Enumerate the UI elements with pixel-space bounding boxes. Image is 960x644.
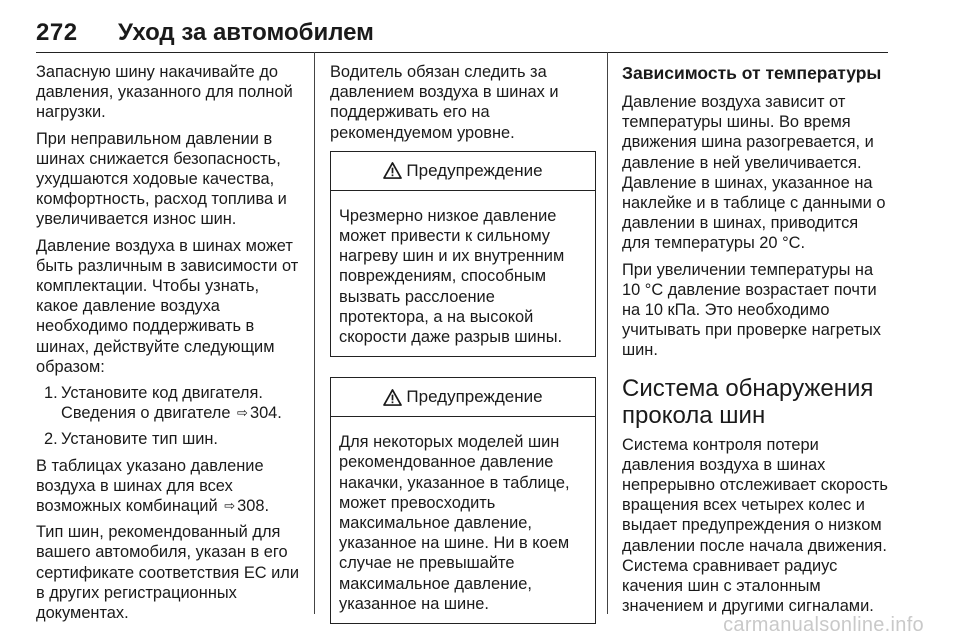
warning-body: Для некоторых моделей шин рекомендованное давление накачки, указанное в таблице, может превосходить максимальное давление, указанное на шине. Ни в коем случае не превышайте максимальное давление, указанное на шине. [339, 433, 570, 613]
paragraph: Тип шин, рекомендованный для вашего автомобиля, указан в его сертификате соответствия ЕС или в других регистрационных документах. [36, 523, 300, 623]
paragraph: Запасную шину накачивайте до давления, указанного для полной нагрузки. [36, 63, 293, 122]
step-list [36, 383, 300, 450]
chapter-title: Уход за автомобилем [118, 19, 374, 46]
step-text: Установите тип шин. [61, 430, 218, 449]
warning-title: Предупреждение [406, 160, 543, 180]
reference-arrow-icon: ⇨ [224, 498, 236, 514]
step-item [36, 383, 300, 423]
column-left [36, 62, 300, 629]
page-reference-link[interactable]: 308. [237, 497, 270, 516]
paragraph: При неправильном давлении в шинах снижается безопасность, ухудшаются ходовые качества, комфортность, расход топлива и увеличивается износ шин. [36, 129, 287, 229]
warning-header [331, 152, 595, 191]
column-divider [607, 52, 608, 614]
watermark: carmanualsonline.info [723, 614, 924, 636]
step-number: 2. [44, 430, 58, 449]
column-divider [314, 52, 315, 614]
paragraph-text: В таблицах указано давление воздуха в шинах для всех возможных комбинаций [36, 456, 264, 516]
warning-triangle-icon [383, 162, 402, 179]
warning-box [330, 151, 596, 357]
column-middle [330, 62, 596, 644]
reference-arrow-icon: ⇨ [237, 405, 248, 421]
section-subheading: Зависимость от температуры [622, 63, 882, 83]
paragraph: Давление воздуха зависит от температуры шины. Во время движения шина разогревается, и давление в ней увеличивается. Давление в шинах, указанное на наклейке и в таблице с данными о давлении в шинах, приводится для температуры 20 °C. [622, 93, 886, 253]
step-text: Установите код двигателя. Сведения о двигателе [61, 384, 263, 423]
warning-header [331, 378, 595, 417]
paragraph [36, 456, 300, 517]
paragraph: Система контроля потери давления воздуха в шинах непрерывно отслеживает скорость вращения всех четырех колес и выдает предупреждения о низком давлении после начала движения. Система сравнивает радиус качения шин с эталонным значением и другими сигналами. [622, 435, 888, 616]
page-header [36, 18, 888, 53]
paragraph: При увеличении температуры на 10 °C давление возрастает почти на 10 кПа. Это необходимо учитывать при проверке нагретых шин. [622, 260, 881, 360]
page-number: 272 [36, 19, 78, 46]
warning-box [330, 377, 596, 624]
paragraph: Водитель обязан следить за давлением воздуха в шинах и поддерживать его на рекомендуемом уровне. [330, 63, 559, 142]
page-reference-link[interactable]: 304. [249, 404, 282, 423]
step-number: 1. [44, 384, 58, 403]
section-heading: Система обнаружения прокола шин [622, 374, 874, 429]
warning-title: Предупреждение [406, 387, 543, 407]
step-item [36, 429, 300, 449]
column-right [622, 62, 888, 622]
paragraph: Давление воздуха в шинах может быть различным в зависимости от комплектации. Чтобы узнать, какое давление воздуха необходимо поддерживать в шинах, действуйте следующим образом: [36, 236, 299, 376]
warning-body: Чрезмерно низкое давление может привести к сильному нагреву шин и их внутренним повреждениям, способным вызвать расслоение протектора, а на высокой скорости даже разрыв шины. [339, 206, 565, 347]
warning-triangle-icon [383, 389, 402, 406]
